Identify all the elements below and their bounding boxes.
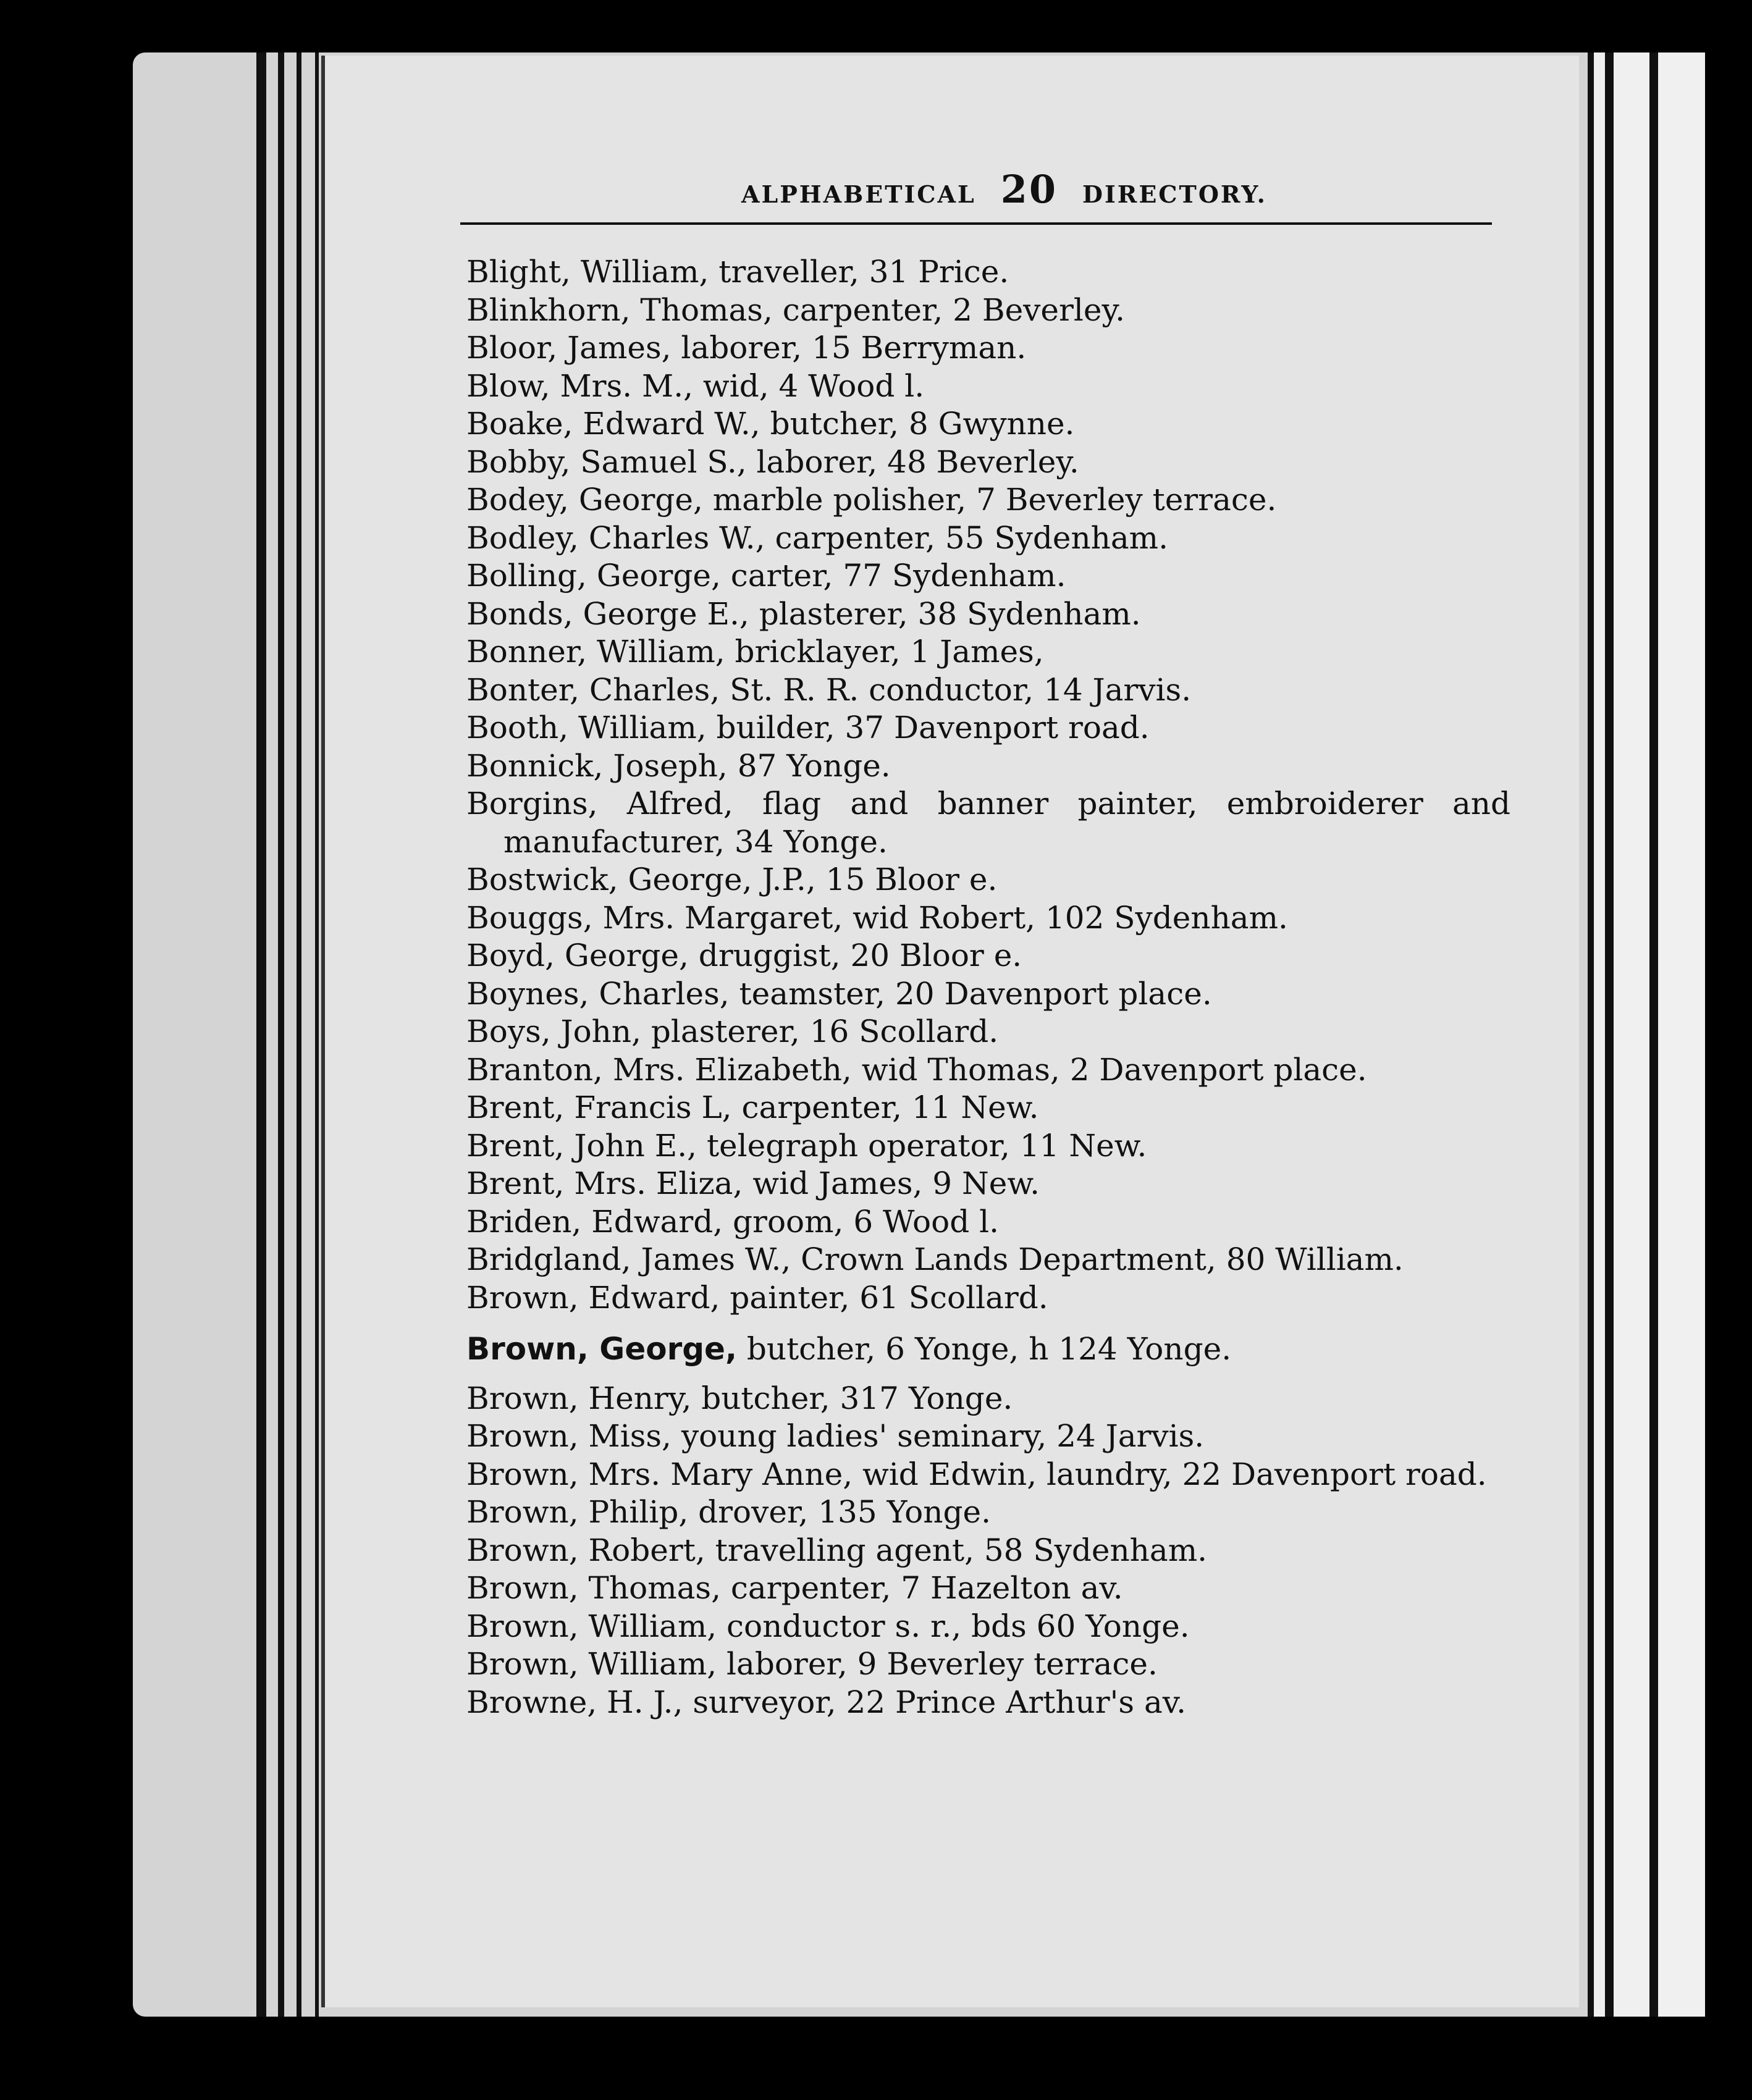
directory-entry [466, 253, 1510, 292]
entry-text: Branton, Mrs. Elizabeth, wid Thomas, 2 Davenport place. [466, 1051, 1367, 1088]
directory-entry [466, 329, 1510, 368]
page-edge [256, 52, 266, 2017]
page-edge [297, 52, 301, 2017]
directory-entry [466, 595, 1510, 634]
directory-entry [466, 633, 1510, 671]
entry-text: Boake, Edward W., butcher, 8 Gwynne. [466, 406, 1075, 442]
directory-entry [466, 557, 1510, 595]
directory-entry [466, 1380, 1510, 1418]
directory-entry [466, 747, 1510, 786]
directory-entry [466, 1418, 1510, 1456]
page-header [741, 167, 1267, 212]
directory-entry [466, 405, 1510, 443]
page-number: 20 [1000, 167, 1058, 212]
directory-entry [466, 1569, 1510, 1608]
facing-page-edge [1588, 52, 1705, 2017]
directory-entry [466, 292, 1510, 330]
directory-entry [466, 1013, 1510, 1051]
entry-text: Blow, Mrs. M., wid, 4 Wood l. [466, 368, 925, 404]
entry-text: Blinkhorn, Thomas, carpenter, 2 Beverley. [466, 292, 1125, 328]
directory-entry [466, 481, 1510, 519]
entry-text: Bolling, George, carter, 77 Sydenham. [466, 558, 1066, 594]
entry-text: Bloor, James, laborer, 15 Berryman. [466, 330, 1027, 366]
page-edge [315, 52, 319, 2017]
entry-text: Brent, Francis L, carpenter, 11 New. [466, 1090, 1039, 1125]
entry-text: Briden, Edward, groom, 6 Wood l. [466, 1203, 1000, 1240]
directory-entry [466, 1684, 1510, 1722]
entry-text: Bonter, Charles, St. R. R. conductor, 14 Jarvis. [466, 671, 1192, 708]
header-right: DIRECTORY. [1082, 180, 1267, 208]
entry-text: Brent, Mrs. Eliza, wid James, 9 New. [466, 1166, 1040, 1201]
entry-text: Brent, John E., telegraph operator, 11 New. [466, 1127, 1147, 1164]
entry-text: Bridgland, James W., Crown Lands Department, 80 William. [466, 1241, 1404, 1277]
entry-text: Bostwick, George, J.P., 15 Bloor e. [466, 862, 998, 897]
directory-entry [466, 1089, 1510, 1127]
entry-text: Brown, Miss, young ladies' seminary, 24 Jarvis. [466, 1418, 1205, 1454]
directory-entry [466, 1532, 1510, 1570]
entry-text: Boynes, Charles, teamster, 20 Davenport place. [466, 975, 1212, 1012]
entry-text: Brown, Philip, drover, 135 Yonge. [466, 1494, 991, 1530]
page-edge [278, 52, 284, 2017]
directory-entry [466, 1330, 1510, 1369]
entry-text: Bonds, George E., plasterer, 38 Sydenham. [466, 595, 1141, 632]
directory-entry [466, 519, 1510, 558]
entry-text: Brown, Thomas, carpenter, 7 Hazelton av. [466, 1570, 1123, 1606]
directory-entry [466, 899, 1510, 938]
entry-bold-name: Brown, George, [466, 1331, 737, 1367]
directory-entry [466, 975, 1510, 1014]
directory-entry [466, 368, 1510, 406]
header-rule [460, 222, 1492, 225]
header-left: ALPHABETICAL [741, 180, 976, 208]
directory-entry [466, 1127, 1510, 1166]
directory-entry [466, 1493, 1510, 1532]
entry-text: Bodey, George, marble polisher, 7 Beverley terrace. [466, 482, 1277, 518]
directory-entry [466, 1608, 1510, 1646]
entry-text: Boyd, George, druggist, 20 Bloor e. [466, 938, 1022, 973]
entry-text: Bonnick, Joseph, 87 Yonge. [466, 747, 891, 784]
entry-text: Brown, Henry, butcher, 317 Yonge. [466, 1380, 1013, 1416]
directory-entry [466, 785, 1510, 861]
directory-entry [466, 937, 1510, 975]
entry-text: Bonner, William, bricklayer, 1 James, [466, 634, 1044, 670]
entry-text: Brown, Edward, painter, 61 Scollard. [466, 1279, 1048, 1316]
directory-entry [466, 1456, 1510, 1494]
entry-text: Brown, Robert, travelling agent, 58 Sydenham. [466, 1532, 1207, 1568]
entry-text: Bobby, Samuel S., laborer, 48 Beverley. [466, 443, 1079, 480]
directory-entry [466, 671, 1510, 710]
entry-text: Boys, John, plasterer, 16 Scollard. [466, 1014, 999, 1049]
entry-text: Bouggs, Mrs. Margaret, wid Robert, 102 Sydenham. [466, 899, 1288, 936]
directory-entry [466, 1165, 1510, 1203]
entry-text: Bodley, Charles W., carpenter, 55 Sydenham. [466, 519, 1168, 556]
entry-text: Blight, William, traveller, 31 Price. [466, 254, 1009, 290]
entry-text: Brown, William, laborer, 9 Beverley terrace. [466, 1646, 1158, 1682]
entry-text: Brown, William, conductor s. r., bds 60 Yonge. [466, 1608, 1190, 1644]
entry-text: Borgins, Alfred, flag and banner painter, embroiderer and manufacturer, 34 Yonge. [466, 786, 1510, 860]
directory-entry [466, 1203, 1510, 1241]
entry-text: butcher, 6 Yonge, h 124 Yonge. [736, 1331, 1232, 1367]
entry-text: Browne, H. J., surveyor, 22 Prince Arthur's av. [466, 1684, 1186, 1720]
directory-entry [466, 861, 1510, 899]
entry-text: Brown, Mrs. Mary Anne, wid Edwin, laundry, 22 Davenport road. [466, 1456, 1487, 1492]
directory-entry [466, 709, 1510, 747]
directory-entry [466, 1279, 1510, 1317]
directory-entry [466, 1051, 1510, 1090]
directory-entry [466, 1241, 1510, 1279]
entry-text: Booth, William, builder, 37 Davenport road. [466, 710, 1150, 746]
directory-entries [466, 253, 1510, 1721]
directory-entry [466, 443, 1510, 482]
directory-entry [466, 1645, 1510, 1684]
